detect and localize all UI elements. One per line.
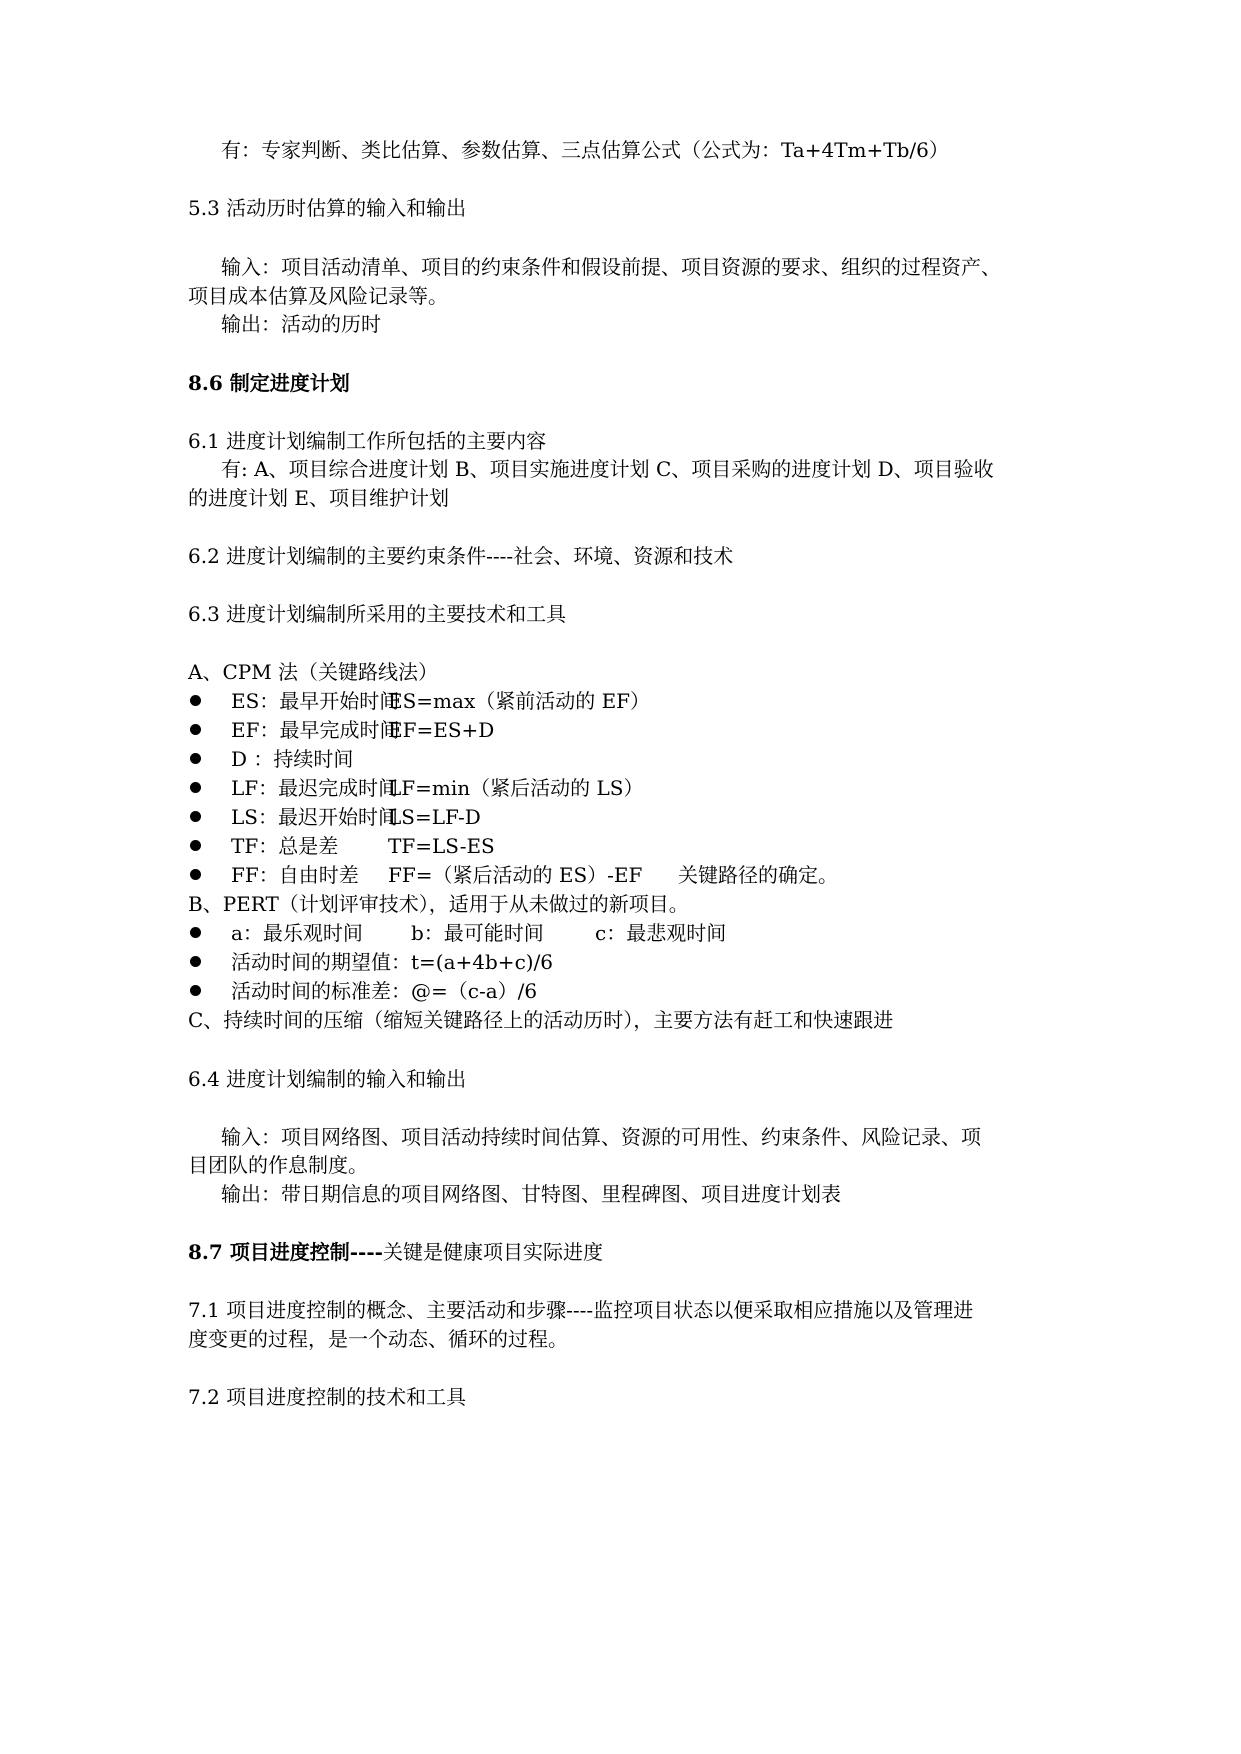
compression-paragraph: C、持续时间的压缩（缩短关键路径上的活动历时），主要方法有赶工和快速跟进 <box>188 1008 894 1032</box>
bullet-icon <box>190 695 201 706</box>
cpm-bullet-ls: LS：最迟开始时间LS=LF-D <box>231 805 481 829</box>
bullet-icon <box>190 753 201 764</box>
section-6-4-heading: 6.4 进度计划编制的输入和输出 <box>188 1067 467 1091</box>
bullet-icon <box>190 724 201 735</box>
bullet-icon <box>190 956 201 967</box>
pert-bullet-abc: a：最乐观时间 b：最可能时间 c：最悲观时间 <box>231 921 727 945</box>
section-7-1-line-1: 7.1 项目进度控制的概念、主要活动和步骤----监控项目状态以便采取相应措施以及管理进 <box>188 1298 974 1322</box>
pert-heading: B、PERT（计划评审技术），适用于从未做过的新项目。 <box>188 892 689 916</box>
input2-paragraph-line-2: 目团队的作息制度。 <box>188 1153 368 1177</box>
cpm-bullet-d: D ：持续时间 <box>231 747 354 771</box>
cpm-bullet-tf: TF：总是差 TF=LS-ES <box>231 834 495 858</box>
section-5-3-heading: 5.3 活动历时估算的输入和输出 <box>188 196 467 220</box>
pert-bullet-stddev: 活动时间的标准差：@=（c-a）/6 <box>231 979 538 1003</box>
section-8-7-subtitle: 关键是健康项目实际进度 <box>382 1240 603 1264</box>
section-6-3-heading: 6.3 进度计划编制所采用的主要技术和工具 <box>188 602 567 626</box>
section-6-2-heading: 6.2 进度计划编制的主要约束条件----社会、环境、资源和技术 <box>188 544 734 568</box>
bullet-icon <box>190 985 201 996</box>
bullet-icon <box>190 782 201 793</box>
estimation-methods-line: 有：专家判断、类比估算、参数估算、三点估算公式（公式为：Ta+4Tm+Tb/6） <box>221 138 949 162</box>
output2-paragraph: 输出：带日期信息的项目网络图、甘特图、里程碑图、项目进度计划表 <box>221 1182 841 1206</box>
section-7-2-heading: 7.2 项目进度控制的技术和工具 <box>188 1385 467 1409</box>
cpm-bullet-lf: LF：最迟完成时间LF=min（紧后活动的 LS） <box>231 776 644 800</box>
input-paragraph-line-1: 输入：项目活动清单、项目的约束条件和假设前提、项目资源的要求、组织的过程资产、 <box>221 255 1001 279</box>
pert-bullet-expected: 活动时间的期望值：t=(a+4b+c)/6 <box>231 950 554 974</box>
bullet-icon <box>190 927 201 938</box>
schedule-contents-line-2: 的进度计划 E、项目维护计划 <box>188 486 449 510</box>
section-7-1-line-2: 度变更的过程，是一个动态、循环的过程。 <box>188 1327 568 1351</box>
schedule-contents-line-1: 有: A、项目综合进度计划 B、项目实施进度计划 C、项目采购的进度计划 D、项目验收 <box>221 457 994 481</box>
section-8-7-heading <box>188 1239 603 1265</box>
input2-paragraph-line-1: 输入：项目网络图、项目活动持续时间估算、资源的可用性、约束条件、风险记录、项 <box>221 1125 981 1149</box>
cpm-bullet-es: ES：最早开始时间ES=max（紧前活动的 EF） <box>231 689 651 713</box>
cpm-bullet-ef: EF：最早完成时间EF=ES+D <box>231 718 495 742</box>
output-paragraph: 输出：活动的历时 <box>221 312 381 336</box>
section-6-1-heading: 6.1 进度计划编制工作所包括的主要内容 <box>188 429 547 453</box>
cpm-bullet-ff: FF：自由时差 FF=（紧后活动的 ES）-EF 关键路径的确定。 <box>231 863 838 887</box>
input-paragraph-line-2: 项目成本估算及风险记录等。 <box>188 284 448 308</box>
section-8-6-heading: 8.6 制定进度计划 <box>188 371 350 395</box>
bullet-icon <box>190 840 201 851</box>
bullet-icon <box>190 869 201 880</box>
cpm-heading: A、CPM 法（关键路线法） <box>188 660 439 684</box>
bullet-icon <box>190 811 201 822</box>
section-8-7-title: 8.7 项目进度控制---- <box>188 1240 383 1264</box>
